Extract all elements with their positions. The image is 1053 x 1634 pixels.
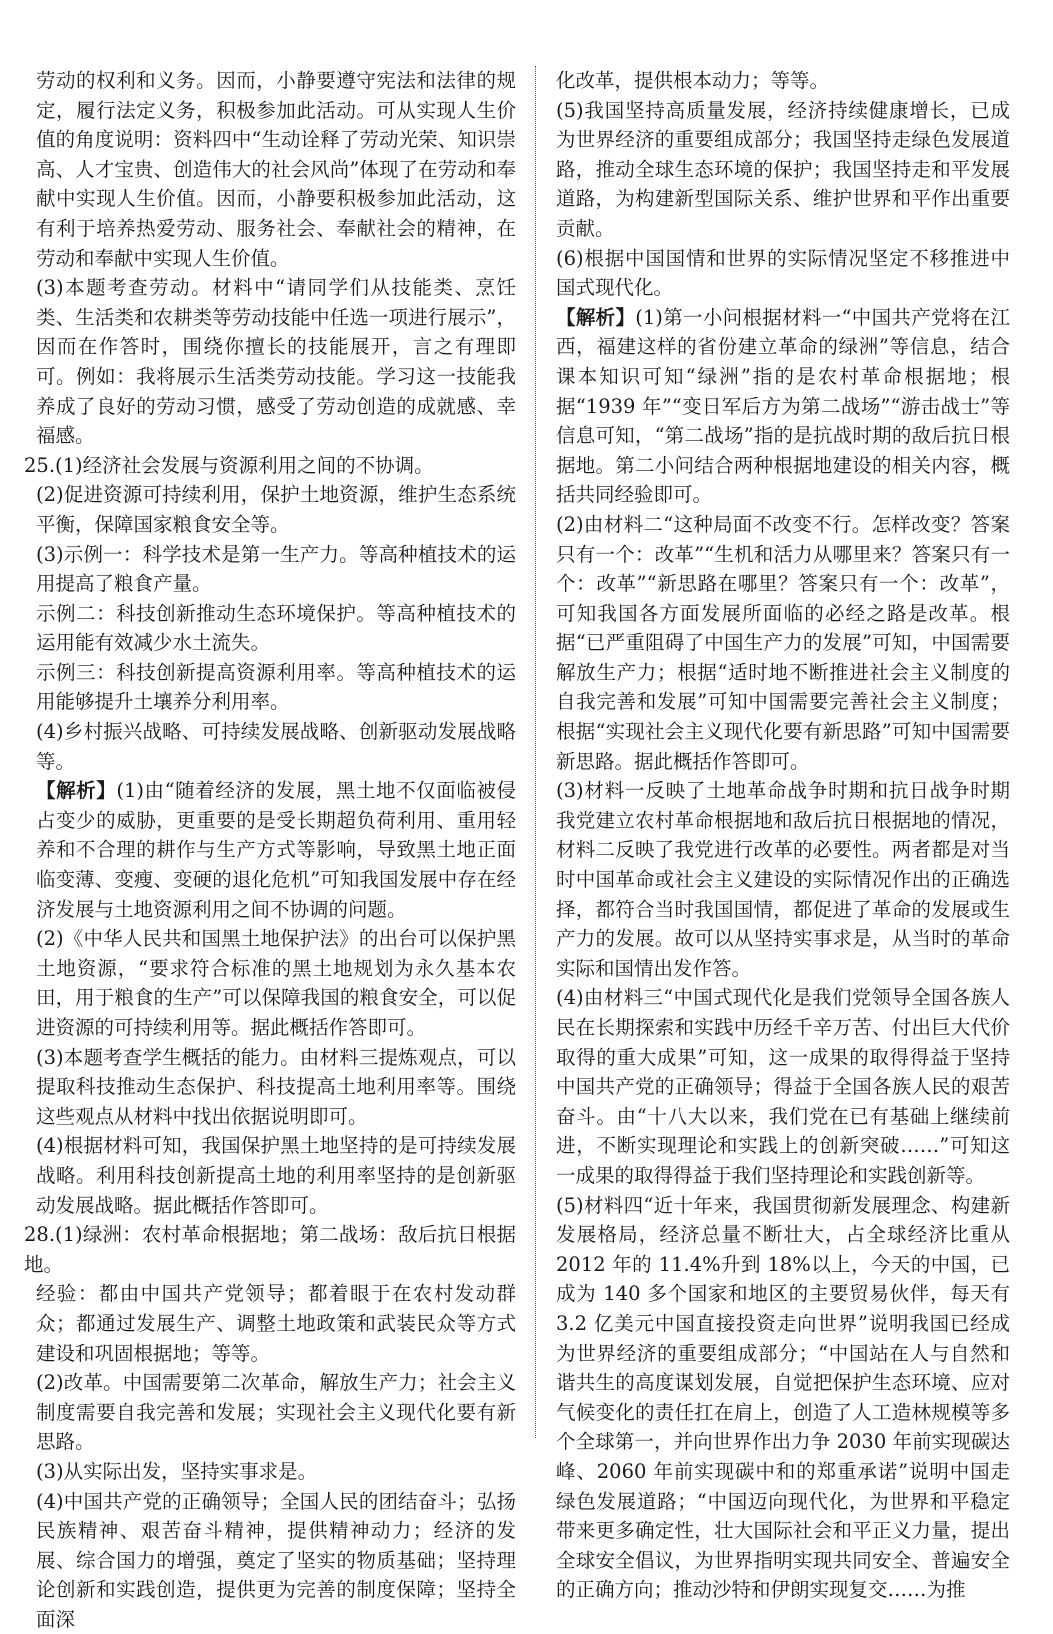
column-divider — [535, 66, 536, 1438]
paragraph-text: (4)乡村振兴战略、可持续发展战略、创新驱动发展战略等。 — [36, 720, 516, 773]
paragraph — [556, 66, 1010, 96]
paragraph-text: (6)根据中国国情和世界的实际情况坚定不移推进中国式现代化。 — [556, 247, 1010, 300]
paragraph-text: (1)由“随着经济的发展，黑土地不仅面临被侵占变少的威胁，更重要的是受长期超负荷利用、重用轻养和不合理的耕作与生产方式等影响，导致黑土地正面临变薄、变瘦、变硬的退化危机”可知我国发展中存在经济发展与土地资源利用之间不协调的问题。 — [36, 779, 516, 920]
paragraph — [36, 924, 516, 1042]
paragraph-text: (4)中国共产党的正确领导；全国人民的团结奋斗；弘扬民族精神、艰苦奋斗精神，提供精神动力；经济的发展、综合国力的增强，奠定了坚实的物质基础；坚持理论创新和实践创造，提供更为完善的制度保障；坚持全面深 — [36, 1490, 516, 1631]
paragraph-text: 示例三：科技创新提高资源利用率。等高种植技术的运用能够提升土壤养分利用率。 — [36, 661, 516, 714]
paragraph-text: (2)由材料二“这种局面不改变不行。怎样改变？答案只有一个：改革”“生机和活力从哪里来？答案只有一个：改革”“新思路在哪里？答案只有一个：改革”，可知我国各方面发展所面临的必经之路是改革。根据“已严重阻碍了中国生产力的发展”可知，中国需要解放生产力；根据“适时地不断推进社会主义制度的自我完善和发展”可知中国需要完善社会主义制度；根据“实现社会主义现代化要有新思路”可知中国需要新思路。据此概括作答即可。 — [556, 513, 1010, 773]
paragraph-text: (3)本题考查劳动。材料中“请同学们从技能类、烹饪类、生活类和农耕类等劳动技能中任选一项进行展示”，因而在作答时，围绕你擅长的技能展开，言之有理即可。例如：我将展示生活类劳动技能。学习这一技能我养成了良好的劳动习惯，感受了劳动创造的成就感、幸福感。 — [36, 276, 516, 447]
paragraph-text: (3)本题考查学生概括的能力。由材料三提炼观点，可以提取科技推动生态保护、科技提高土地利用率等。围绕这些观点从材料中找出依据说明即可。 — [36, 1046, 516, 1128]
paragraph — [556, 776, 1010, 983]
paragraph-text: (3)从实际出发，坚持实事求是。 — [36, 1460, 317, 1483]
analysis-tag: 【解析】 — [556, 306, 635, 329]
analysis-paragraph — [556, 303, 1010, 510]
paragraph-text: (3)材料一反映了土地革命战争时期和抗日战争时期我党建立农村革命根据地和敌后抗日根据地的情况，材料二反映了我党进行改革的必要性。两者都是对当时中国革命或社会主义建设的实际情况作出的正确选择，都符合当时我国国情，都促进了革命的发展或生产力的发展。故可以从坚持实事求是，从当时的革命实际和国情出发作答。 — [556, 779, 1010, 980]
paragraph — [36, 1279, 516, 1368]
paragraph — [556, 96, 1010, 244]
paragraph — [36, 1457, 516, 1487]
paragraph — [36, 717, 516, 776]
paragraph — [36, 658, 516, 717]
question-25-answer — [24, 451, 516, 481]
paragraph-text: 化改革，提供根本动力；等等。 — [556, 69, 829, 92]
paragraph — [36, 1131, 516, 1220]
paragraph-text: (2)改革。中国需要第二次革命，解放生产力；社会主义制度需要自我完善和发展；实现社会主义现代化要有新思路。 — [36, 1371, 516, 1453]
paragraph — [36, 540, 516, 599]
paragraph — [36, 273, 516, 451]
paragraph — [556, 244, 1010, 303]
paragraph-text: (4)根据材料可知，我国保护黑土地坚持的是可持续发展战略。利用科技创新提高土地的利用率坚持的是创新驱动发展战略。据此概括作答即可。 — [36, 1134, 516, 1216]
analysis-tag: 【解析】 — [36, 779, 116, 802]
paragraph — [36, 1368, 516, 1457]
question-28-answer — [24, 1220, 516, 1279]
paragraph-text: 示例二：科技创新推动生态环境保护。等高种植技术的运用能有效减少水土流失。 — [36, 602, 516, 655]
paragraph-text: (5)材料四“近十年来，我国贯彻新发展理念、构建新发展格局，经济总量不断壮大，占全球经济比重从 2012 年的 11.4%升到 18%以上，今天的中国，已成为 140 多个国家和地区的主要贸易伙伴，每天有 3.2 亿美元中国直接投资走向世界”说明我国已经成为世界经济的重要组成部分；“中国站在人与自然和谐共生的高度谋划发展，自觉把保护生态环境、应对气候变化的责任扛在肩上，创造了人工造林规模等多个全球第一，并向世界作出力争 2030 年前实现碳达峰、2060 年前实现碳中和的郑重承诺”说明中国走绿色发展道路；“中国迈向现代化，为世界和平稳定带来更多确定性，壮大国际社会和平正义力量，提出全球安全倡议，为世界指明实现共同安全、普遍安全的正确方向；推动沙特和伊朗实现复交……为推 — [556, 1194, 1010, 1602]
paragraph — [36, 1043, 516, 1132]
paragraph — [556, 1191, 1010, 1605]
paragraph — [36, 66, 516, 273]
paragraph — [36, 599, 516, 658]
paragraph-text: (2)促进资源可持续利用，保护土地资源，维护生态系统平衡，保障国家粮食安全等。 — [36, 483, 516, 536]
paragraph-text: (3)示例一：科学技术是第一生产力。等高种植技术的运用提高了粮食产量。 — [36, 543, 516, 596]
paragraph-text: (5)我国坚持高质量发展，经济持续健康增长，已成为世界经济的重要组成部分；我国坚持走绿色发展道路，推动全球生态环境的保护；我国坚持走和平发展道路，为构建新型国际关系、维护世界和平作出重要贡献。 — [556, 99, 1010, 240]
paragraph — [556, 983, 1010, 1190]
paragraph — [36, 480, 516, 539]
left-column — [36, 66, 516, 1634]
paragraph-text: 劳动的权利和义务。因而，小静要遵守宪法和法律的规定，履行法定义务，积极参加此活动。可从实现人生价值的角度说明：资料四中“生动诠释了劳动光荣、知识崇高、人才宝贵、创造伟大的社会风尚”体现了在劳动和奉献中实现人生价值。因而，小静要积极参加此活动，这有利于培养热爱劳动、服务社会、奉献社会的精神，在劳动和奉献中实现人生价值。 — [36, 69, 516, 270]
paragraph-text: (1)第一小问根据材料一“中国共产党将在江西，福建这样的省份建立革命的绿洲”等信息，结合课本知识可知“绿洲”指的是农村革命根据地；根据“1939 年”“变日军后方为第二战场”“游击战士”等信息可知，“第二战场”指的是抗战时期的敌后抗日根据地。第二小问结合两种根据地建设的相关内容，概括共同经验即可。 — [556, 306, 1010, 507]
paragraph-text: 25.(1)经济社会发展与资源利用之间的不协调。 — [24, 454, 434, 477]
analysis-paragraph — [36, 776, 516, 924]
paragraph — [556, 510, 1010, 776]
paragraph-text: (2)《中华人民共和国黑土地保护法》的出台可以保护黑土地资源，“要求符合标准的黑土地规划为永久基本农田，用于粮食的生产”可以保障我国的粮食安全，可以促进资源的可持续利用等。据此概括作答即可。 — [36, 927, 516, 1039]
paragraph-text: 经验：都由中国共产党领导；都着眼于在农村发动群众；都通过发展生产、调整土地政策和武装民众等方式建设和巩固根据地；等等。 — [36, 1282, 516, 1364]
paragraph-text: (4)由材料三“中国式现代化是我们党领导全国各族人民在长期探索和实践中历经千辛万苦、付出巨大代价取得的重大成果”可知，这一成果的取得得益于坚持中国共产党的正确领导；得益于全国各族人民的艰苦奋斗。由“十八大以来，我们党在已有基础上继续前进，不断实现理论和实践上的创新突破……”可知这一成果的取得得益于我们坚持理论和实践创新等。 — [556, 986, 1010, 1187]
paragraph-text: 28.(1)绿洲：农村革命根据地；第二战场：敌后抗日根据地。 — [24, 1223, 516, 1276]
right-column — [556, 66, 1010, 1605]
paragraph — [36, 1487, 516, 1634]
